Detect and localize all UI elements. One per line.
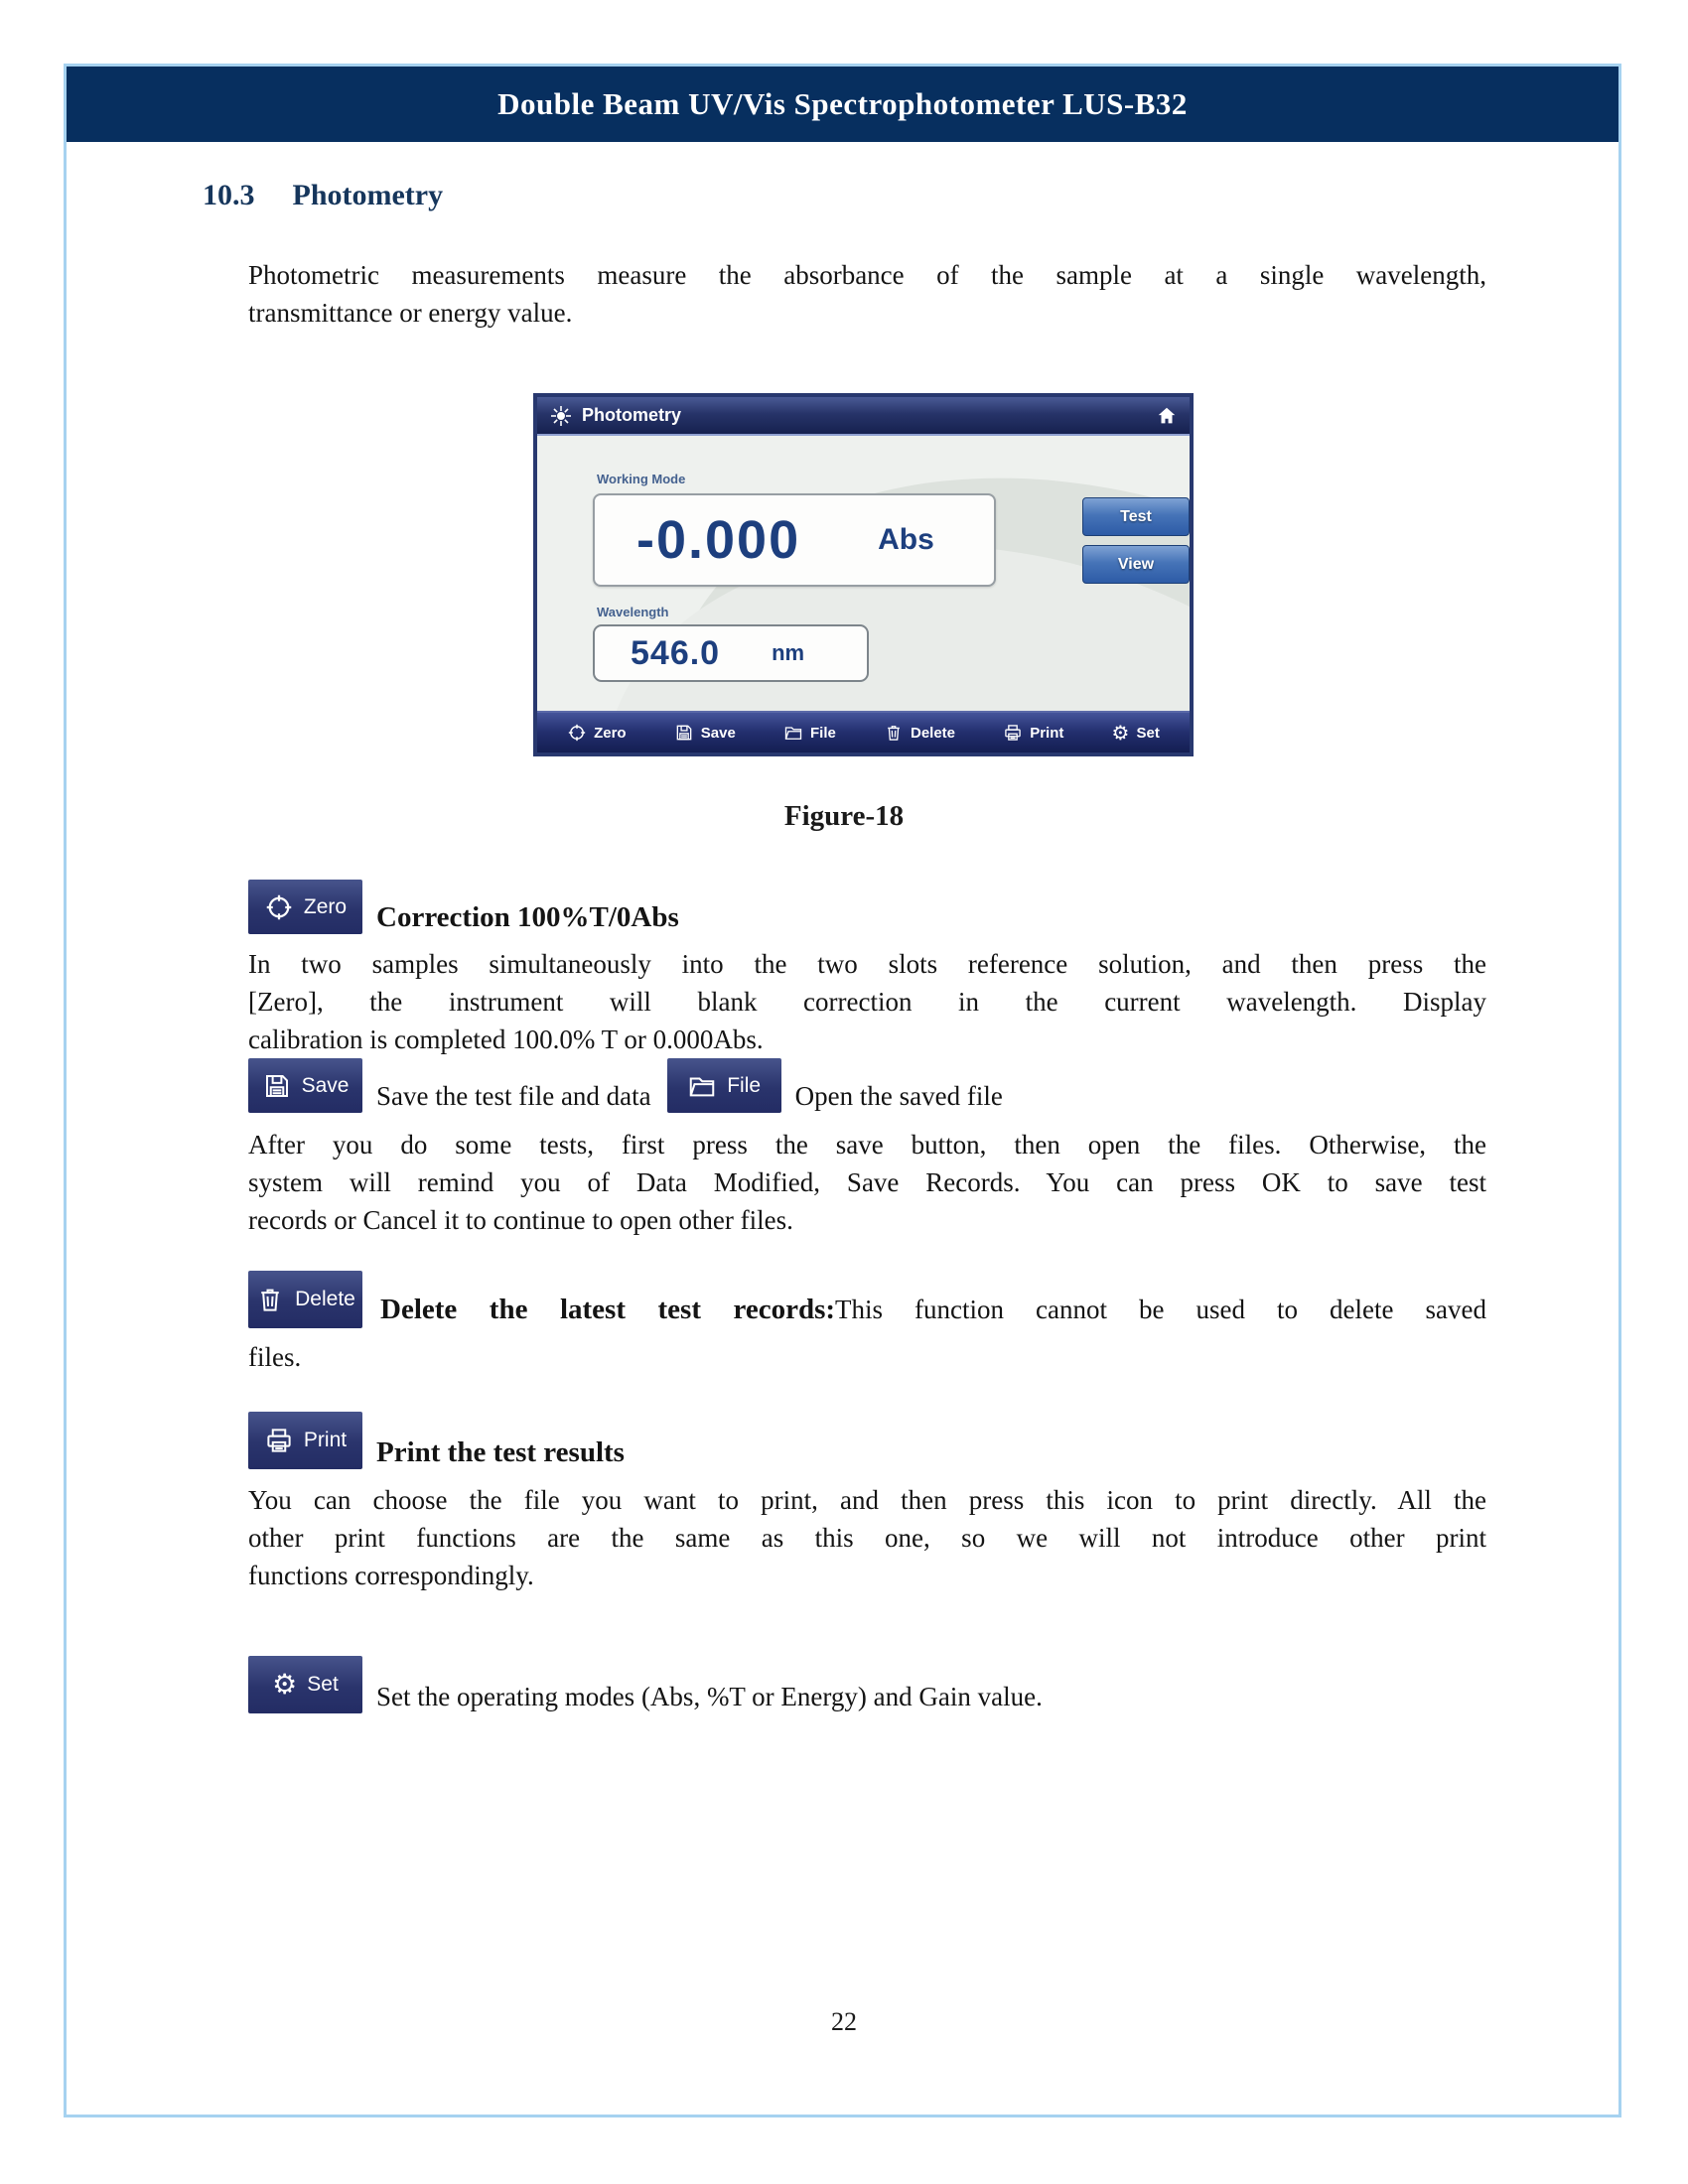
print-button-label: Print (303, 1429, 348, 1451)
print-line: functions correspondingly. (248, 1561, 534, 1590)
working-mode-label: Working Mode (597, 472, 686, 486)
zero-heading: Correction 100%T/0Abs (376, 900, 679, 933)
save-file-line: system will remind you of Data Modified, Save Records. You can press OK to save test (248, 1167, 1486, 1197)
delete-button (248, 1271, 362, 1328)
delete-heading-rest: This function cannot be used to delete saved (835, 1295, 1486, 1325)
absorbance-unit: Abs (878, 523, 934, 556)
absorbance-display (593, 493, 996, 587)
save-file-line: After you do some tests, first press the save button, then open the files. Otherwise, the (248, 1130, 1486, 1160)
section-heading (203, 179, 443, 212)
zero-button (248, 880, 362, 934)
set-description: Set the operating modes (Abs, %T or Energy) and Gain value. (376, 1681, 1043, 1711)
file-icon (687, 1071, 717, 1101)
delete-section (248, 1271, 1486, 1376)
view-button: View (1082, 545, 1190, 584)
screen-title: Photometry (582, 405, 682, 425)
print-line: You can choose the file you want to print, and then press this icon to print directly. All the (248, 1485, 1486, 1515)
wavelength-value: 546.0 (631, 633, 721, 672)
test-button: Test (1082, 497, 1190, 536)
save-button-label: Save (301, 1073, 350, 1097)
toolbar-set-label: Set (1136, 724, 1160, 742)
photometry-screenshot (533, 393, 1194, 756)
wavelength-unit: nm (772, 640, 805, 665)
home-icon (1156, 405, 1178, 427)
print-icon (1003, 723, 1023, 743)
absorbance-value: -0.000 (636, 510, 801, 570)
delete-heading-bold: Delete the latest test records: (380, 1294, 836, 1326)
wavelength-label: Wavelength (597, 605, 669, 619)
delete-heading-row (248, 1271, 1486, 1328)
print-button (248, 1412, 362, 1469)
set-button (248, 1656, 362, 1713)
delete-icon (255, 1285, 285, 1314)
intro-paragraph (248, 256, 1486, 332)
section-title: Photometry (292, 179, 444, 211)
print-heading-row (248, 1412, 1486, 1469)
save-icon (674, 723, 694, 743)
section-number: 10.3 (203, 179, 255, 211)
screen-toolbar (537, 711, 1190, 752)
zero-line: calibration is completed 100.0% T or 0.000Abs. (248, 1024, 764, 1054)
zero-icon (567, 723, 587, 743)
toolbar-save (674, 723, 736, 743)
zero-line: In two samples simultaneously into the two slots reference solution, and then press the (248, 949, 1486, 979)
zero-heading-row (248, 880, 679, 934)
toolbar-file-label: File (809, 724, 836, 742)
save-description: Save the test file and data (376, 1080, 651, 1111)
toolbar-file (783, 723, 836, 743)
page-header-title: Double Beam UV/Vis Spectrophotometer LUS-B32 (497, 86, 1188, 121)
toolbar-save-label: Save (700, 724, 736, 742)
set-row (248, 1656, 1043, 1713)
wavelength-display (593, 624, 869, 682)
save-icon (262, 1071, 292, 1101)
set-icon: ⚙ (1111, 721, 1130, 745)
toolbar-set (1112, 723, 1160, 743)
print-heading: Print the test results (376, 1435, 625, 1468)
file-description: Open the saved file (794, 1080, 1003, 1111)
set-icon: ⚙ (272, 1668, 298, 1701)
toolbar-delete (884, 723, 955, 743)
delete-icon (884, 723, 904, 743)
zero-paragraph (248, 945, 1486, 1058)
zero-button-label: Zero (303, 894, 348, 918)
intro-line: transmittance or energy value. (248, 298, 573, 328)
toolbar-print (1003, 723, 1063, 743)
print-section (248, 1412, 1486, 1594)
save-button (248, 1058, 362, 1113)
save-file-row (248, 1058, 1003, 1113)
page-number: 22 (831, 2007, 857, 2036)
file-button-label: File (727, 1073, 762, 1097)
delete-heading-line (380, 1295, 1486, 1326)
toolbar-delete-label: Delete (911, 724, 956, 742)
figure-caption: Figure-18 (783, 800, 905, 832)
delete-tail-line: files. (248, 1342, 302, 1372)
toolbar-zero (567, 723, 627, 743)
light-beam-icon (549, 404, 573, 428)
delete-button-label: Delete (295, 1288, 355, 1310)
set-button-label: Set (307, 1673, 339, 1696)
intro-line: Photometric measurements measure the absorbance of the sample at a single wavelength, (248, 260, 1486, 290)
toolbar-print-label: Print (1030, 724, 1064, 742)
screen-body (537, 436, 1190, 752)
print-line: other print functions are the same as this one, so we will not introduce other print (248, 1523, 1486, 1553)
zero-line: [Zero], the instrument will blank correction in the current wavelength. Display (248, 987, 1486, 1017)
file-icon (783, 723, 803, 743)
zero-icon (264, 892, 294, 922)
page-header (67, 67, 1618, 142)
save-file-line: records or Cancel it to continue to open other files. (248, 1205, 793, 1235)
save-file-paragraph (248, 1126, 1486, 1239)
file-button (667, 1058, 781, 1113)
print-icon (264, 1426, 294, 1455)
toolbar-zero-label: Zero (594, 724, 627, 742)
screen-titlebar (537, 397, 1190, 436)
